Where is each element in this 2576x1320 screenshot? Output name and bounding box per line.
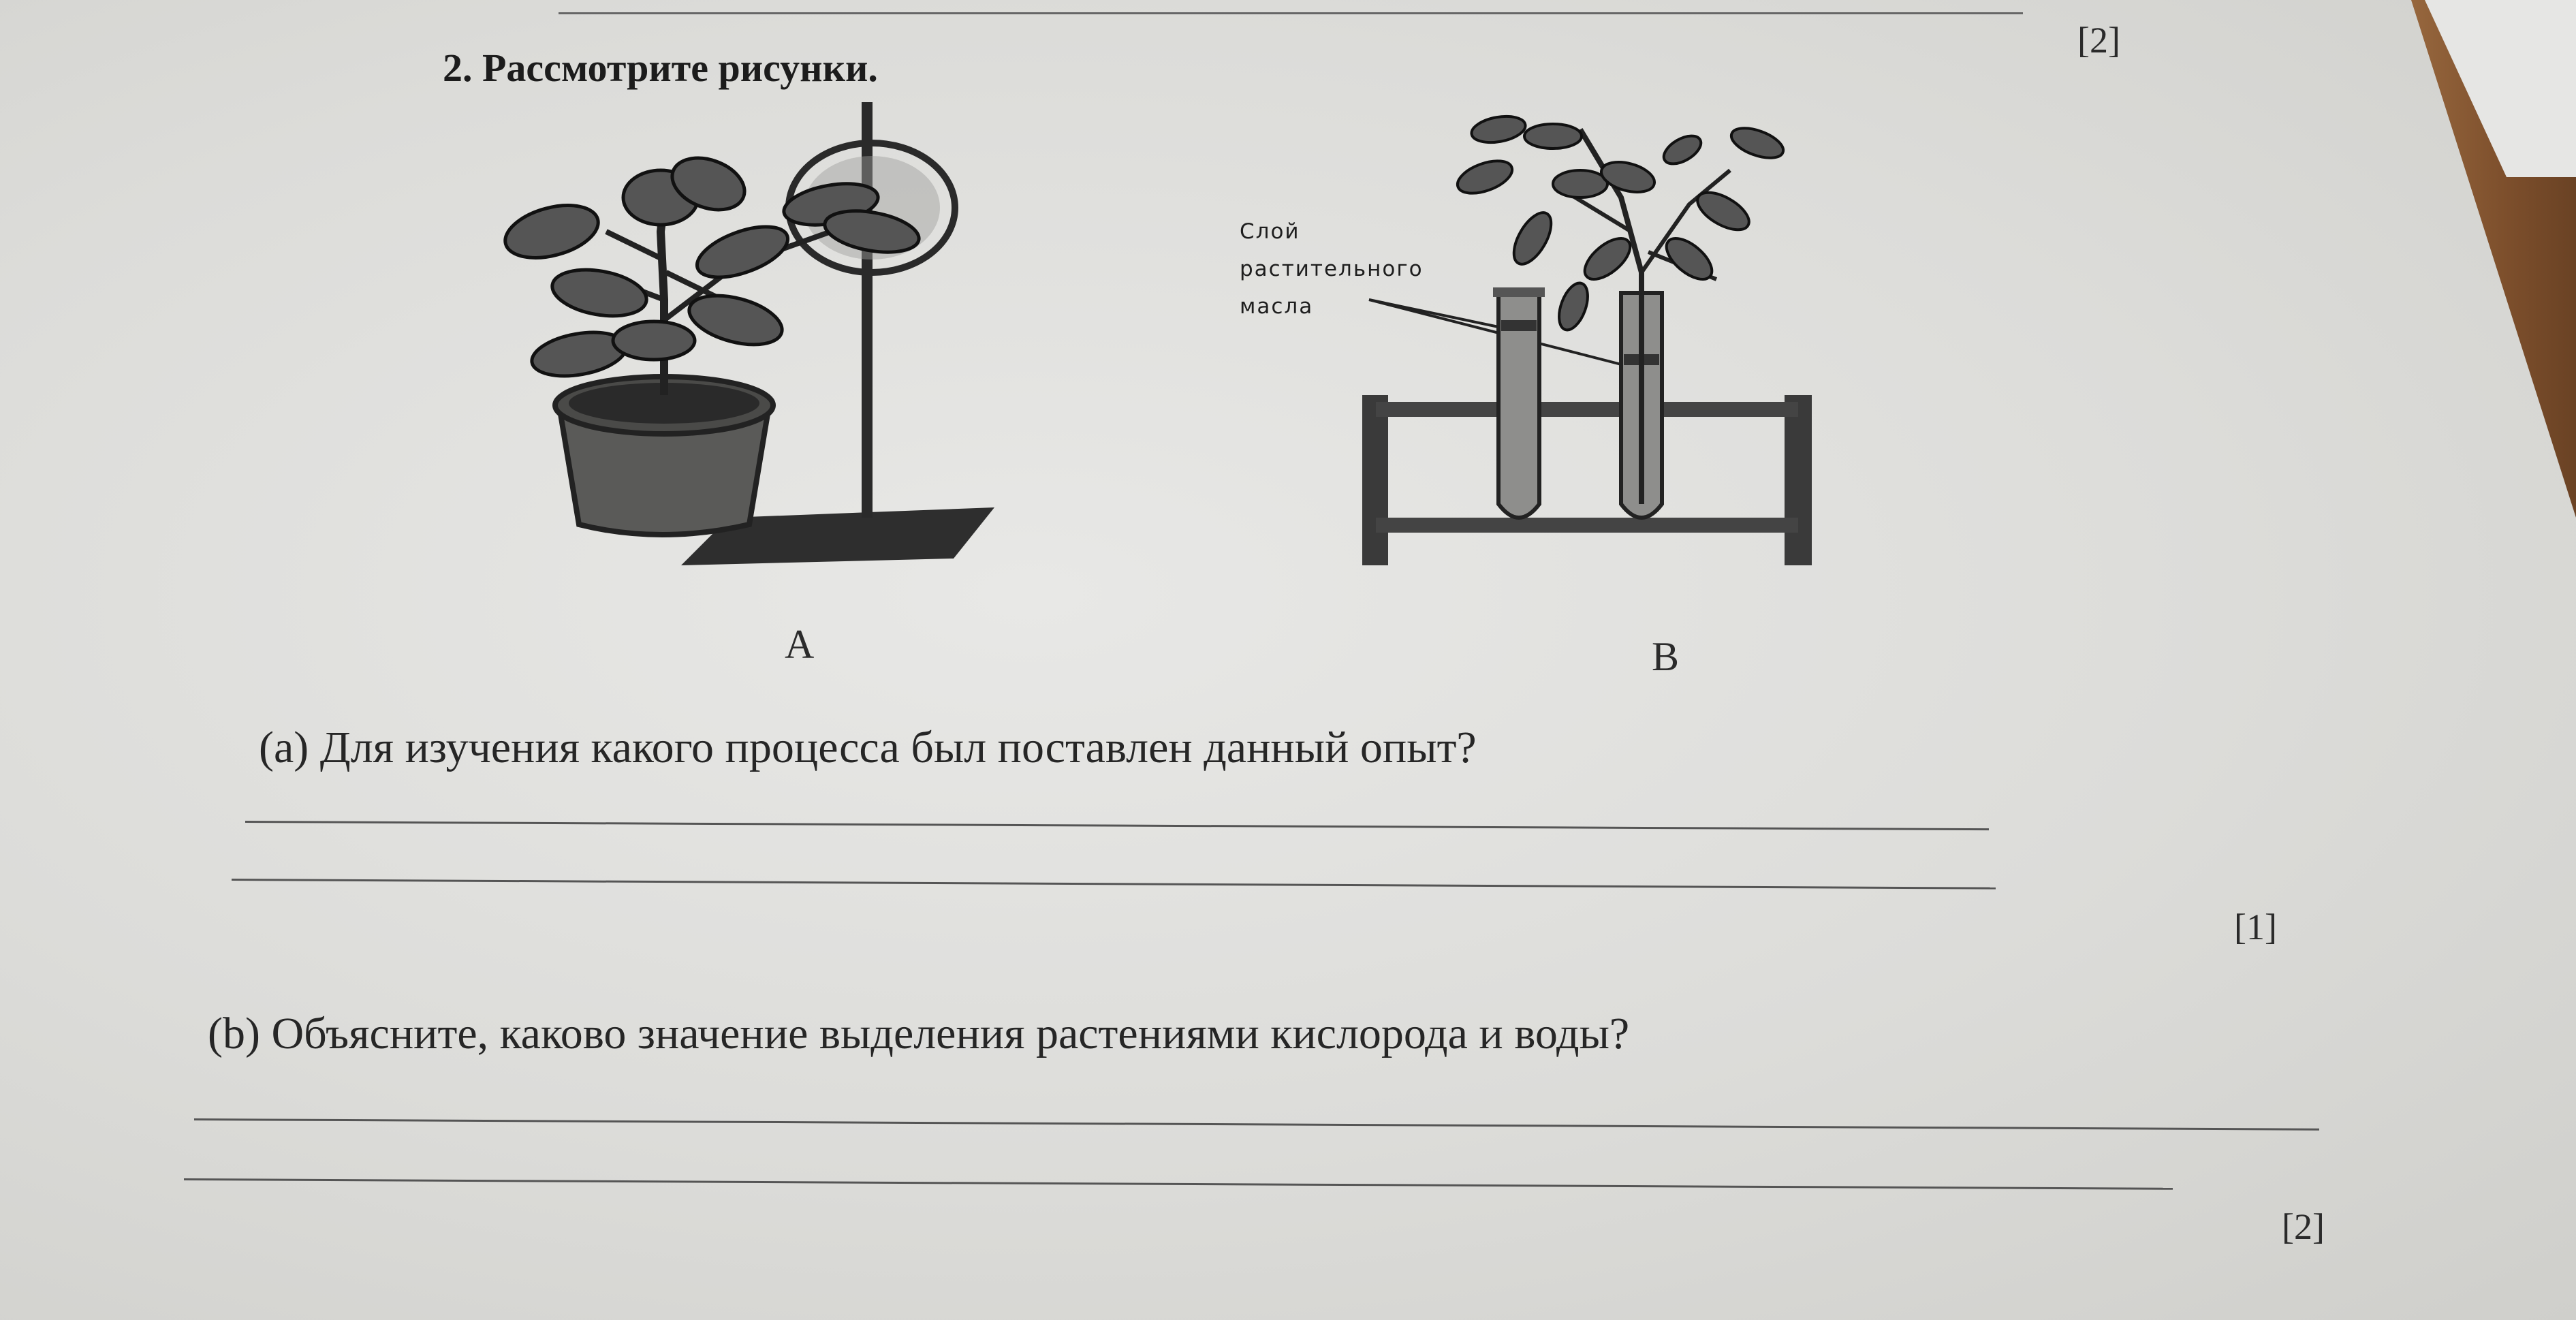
oil-label-line-3: масла — [1240, 294, 1314, 319]
question-part-a: (a) Для изучения какого процесса был поставлен данный опыт? — [259, 723, 1477, 772]
figure-b-label: B — [1652, 634, 1680, 679]
marks-part-b: [2] — [2282, 1206, 2325, 1247]
figure-a-plant-icon — [477, 95, 1022, 586]
question-part-b: (b) Объясните, каково значение выделения растениями кислорода и воды? — [208, 1009, 1630, 1058]
question-heading: 2. Рассмотрите рисунки. — [443, 46, 878, 90]
oil-label-line-1: Слой — [1240, 219, 1300, 244]
marks-part-a: [1] — [2234, 907, 2277, 947]
previous-answer-line — [559, 12, 2023, 14]
marks-top: [2] — [2077, 20, 2120, 61]
rack-left-post — [1362, 395, 1388, 565]
figure-b-test-tubes-icon — [1212, 102, 1859, 579]
figure-a-label: A — [785, 622, 815, 667]
rack-right-post — [1785, 395, 1812, 565]
oil-label-line-2: растительного — [1240, 257, 1424, 281]
rack-top-bar — [1376, 402, 1798, 417]
rack-bottom-bar — [1376, 518, 1798, 533]
